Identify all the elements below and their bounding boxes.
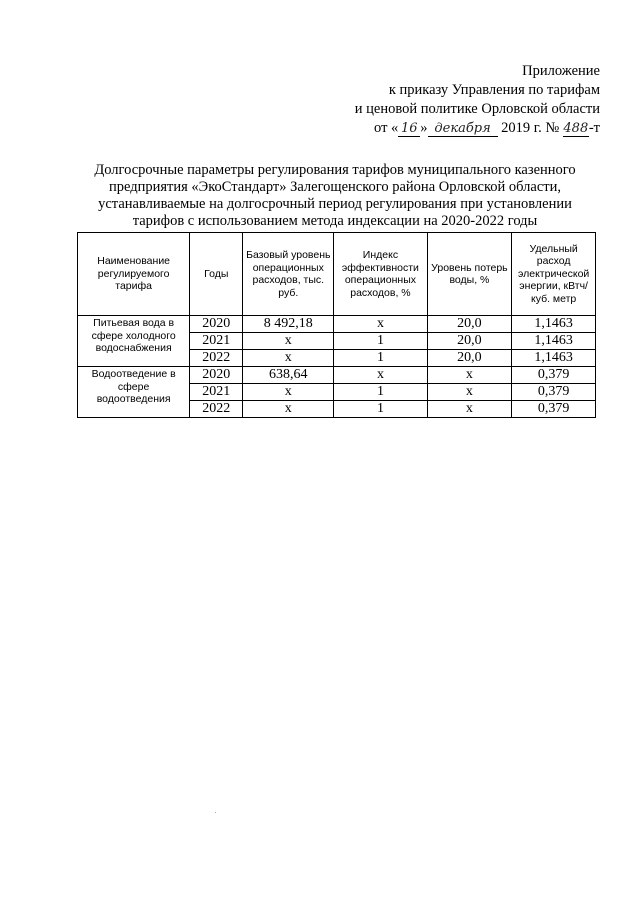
cell-energy-rate: 1,1463 — [512, 350, 596, 367]
scan-speck — [215, 812, 216, 813]
cell-year: 2022 — [190, 350, 243, 367]
cell-efficiency-index: 1 — [334, 333, 427, 350]
appendix-label: Приложение — [522, 63, 600, 79]
title-line-4: тарифов с использованием метода индексации на 2020-2022 годы — [132, 213, 538, 229]
cell-efficiency-index: 1 — [334, 350, 427, 367]
cell-water-loss: 20,0 — [427, 316, 512, 333]
document-title — [70, 162, 600, 230]
appendix-date-line — [240, 119, 600, 138]
table-header-row — [78, 233, 596, 316]
tariff-parameters-table — [77, 232, 596, 418]
cell-energy-rate: 0,379 — [512, 384, 596, 401]
header-years: Годы — [190, 233, 243, 316]
cell-base-opex: 638,64 — [243, 367, 334, 384]
cell-water-loss: 20,0 — [427, 350, 512, 367]
header-energy-rate: Удельный расход электрической энергии, кВтч/куб. метр — [512, 233, 596, 316]
date-year: 2019 г. № — [501, 120, 560, 136]
date-prefix: от « — [374, 120, 399, 136]
cell-year: 2021 — [190, 333, 243, 350]
cell-year: 2022 — [190, 401, 243, 418]
cell-year: 2020 — [190, 367, 243, 384]
header-efficiency-index: Индекс эффективности операционных расходов, % — [334, 233, 427, 316]
title-line-2: предприятия «ЭкоСтандарт» Залегощенского района Орловской области, — [108, 179, 562, 195]
cell-water-loss: х — [427, 384, 512, 401]
cell-base-opex: х — [243, 350, 334, 367]
cell-efficiency-index: 1 — [334, 401, 427, 418]
date-mid: » — [420, 120, 428, 136]
cell-efficiency-index: х — [334, 316, 427, 333]
table-row — [78, 316, 596, 333]
cell-base-opex: х — [243, 384, 334, 401]
appendix-header — [240, 62, 600, 138]
cell-year: 2020 — [190, 316, 243, 333]
group-name-wastewater: Водоотведение в сфере водоотведения — [78, 367, 190, 418]
title-line-1: Долгосрочные параметры регулирования тарифов муниципального казенного — [94, 162, 576, 178]
header-base-opex: Базовый уровень операционных расходов, тыс. руб. — [243, 233, 334, 316]
handwritten-day: 16 — [398, 122, 420, 137]
cell-base-opex: 8 492,18 — [243, 316, 334, 333]
appendix-order-ref: к приказу Управления по тарифам — [388, 82, 600, 98]
title-line-3: устанавливаемые на долгосрочный период регулирования при установлении — [98, 196, 572, 212]
handwritten-order-number: 488 — [563, 121, 589, 136]
cell-efficiency-index: 1 — [334, 384, 427, 401]
header-water-loss: Уровень потерь воды, % — [427, 233, 512, 316]
cell-water-loss: х — [427, 367, 512, 384]
handwritten-month: декабря — [428, 122, 498, 137]
cell-energy-rate: 0,379 — [512, 401, 596, 418]
group-name-cold-water: Питьевая вода в сфере холодного водоснабжения — [78, 316, 190, 367]
cell-water-loss: 20,0 — [427, 333, 512, 350]
cell-year: 2021 — [190, 384, 243, 401]
table-row — [78, 367, 596, 384]
cell-energy-rate: 1,1463 — [512, 333, 596, 350]
cell-energy-rate: 1,1463 — [512, 316, 596, 333]
cell-efficiency-index: х — [334, 367, 427, 384]
cell-base-opex: х — [243, 401, 334, 418]
cell-base-opex: х — [243, 333, 334, 350]
cell-water-loss: х — [427, 401, 512, 418]
cell-energy-rate: 0,379 — [512, 367, 596, 384]
appendix-authority: и ценовой политике Орловской области — [354, 101, 600, 117]
header-tariff-name: Наименование регулируемого тарифа — [78, 233, 190, 316]
order-suffix: -т — [588, 120, 600, 136]
